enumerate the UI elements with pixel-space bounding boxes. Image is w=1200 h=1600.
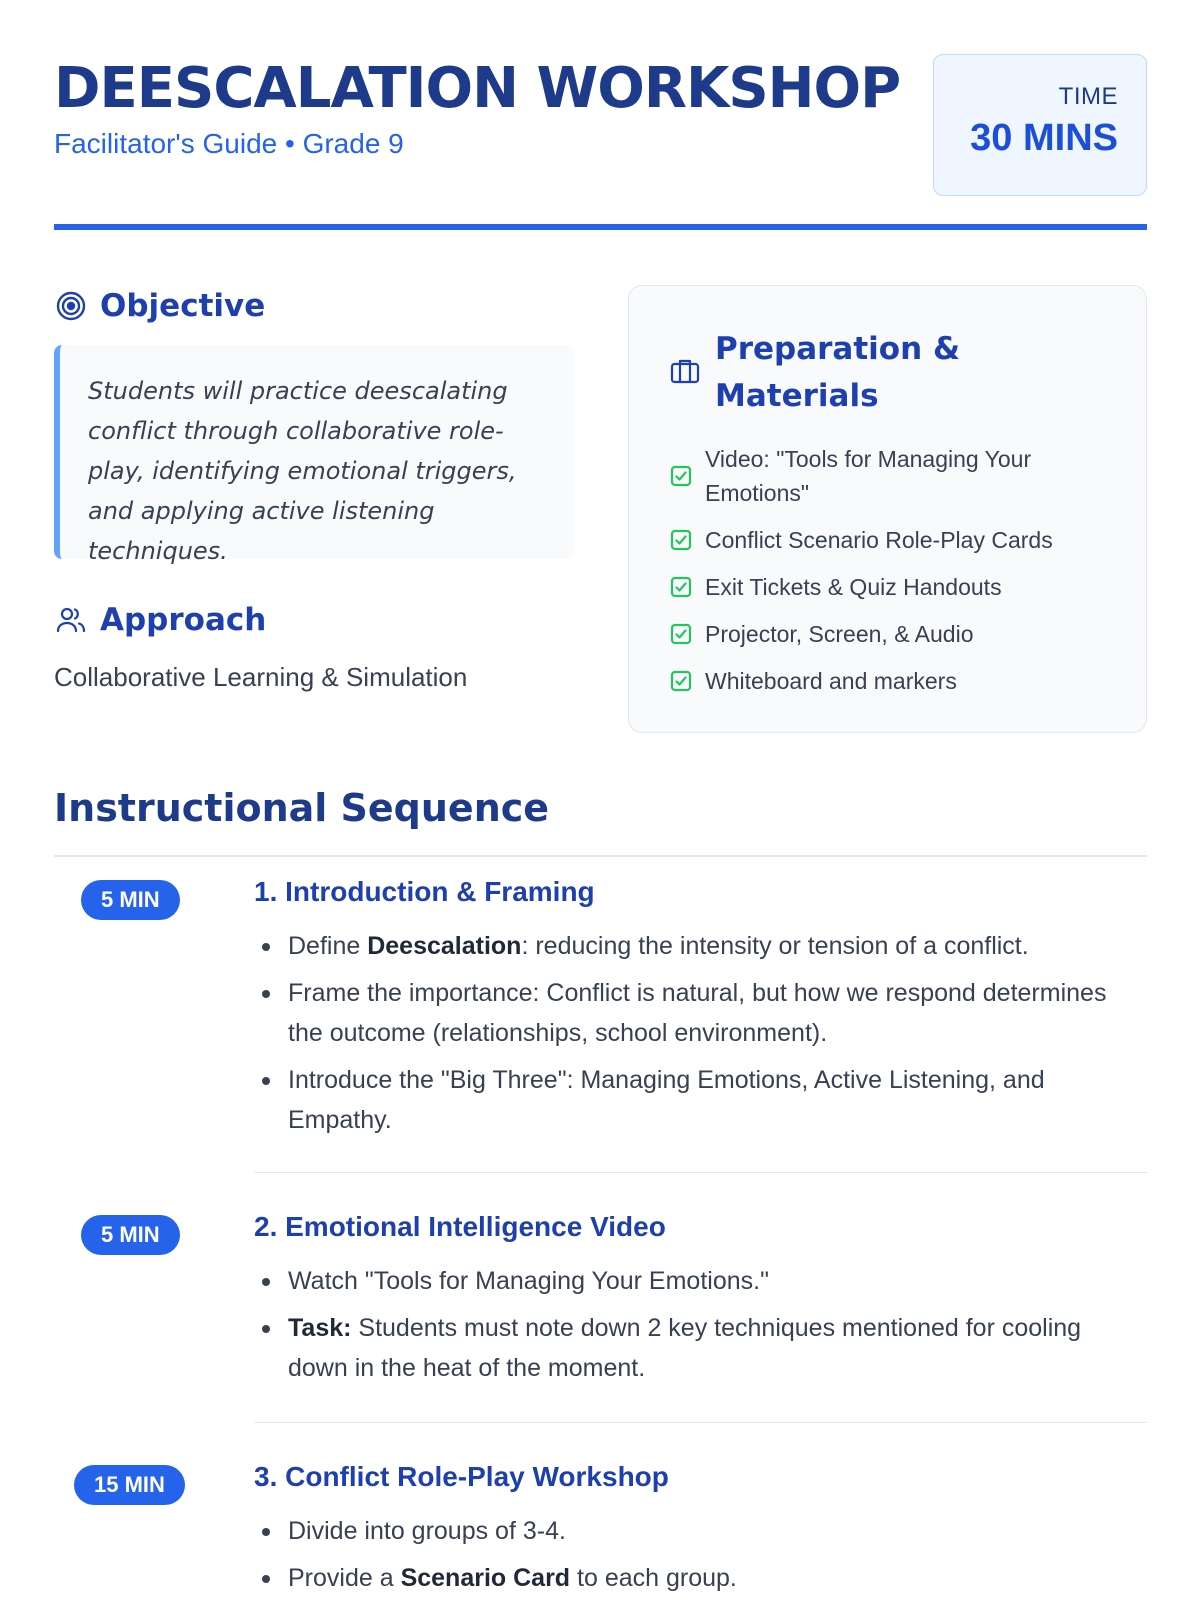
- step-bullet-list: [254, 1261, 1147, 1395]
- objective-text: Students will practice deescalating conflict through collaborative role-play, identifying emotional triggers, and applying active listening techniques.: [88, 377, 517, 565]
- step-bullet: Watch "Tools for Managing Your Emotions.": [254, 1261, 1147, 1301]
- objective-box: [54, 345, 574, 565]
- step-divider: [254, 1172, 1147, 1173]
- objective-heading-label: Objective: [100, 288, 266, 324]
- material-item: [669, 664, 1099, 698]
- material-item-label: Whiteboard and markers: [705, 668, 957, 694]
- checkbox-checked-icon: [669, 575, 693, 599]
- time-box: [933, 54, 1147, 196]
- material-item-label: Exit Tickets & Quiz Handouts: [705, 574, 1002, 600]
- target-icon: [54, 289, 88, 323]
- step-bullet: Define Deescalation: reducing the intensity or tension of a conflict.: [254, 926, 1147, 966]
- checkbox-checked-icon: [669, 669, 693, 693]
- step-bullet: Provide a Scenario Card to each group.: [254, 1558, 1147, 1598]
- sequence-heading: Instructional Sequence: [54, 786, 550, 830]
- material-item: [669, 442, 1099, 510]
- step-title: 2. Emotional Intelligence Video: [254, 1211, 666, 1242]
- bullet-emphasis: Deescalation: [367, 932, 522, 960]
- users-icon: [54, 603, 88, 637]
- checkbox-checked-icon: [669, 622, 693, 646]
- sequence-divider: [54, 855, 1147, 857]
- material-item-label: Conflict Scenario Role-Play Cards: [705, 527, 1053, 553]
- page-header: [54, 54, 1147, 196]
- checkbox-checked-icon: [669, 528, 693, 552]
- material-item-label: Projector, Screen, & Audio: [705, 621, 974, 647]
- bullet-emphasis: Scenario Card: [400, 1564, 571, 1592]
- material-item-label: Video: "Tools for Managing Your Emotions": [705, 446, 1032, 506]
- step-title: 1. Introduction & Framing: [254, 876, 595, 907]
- materials-list: [669, 442, 1099, 711]
- briefcase-icon: [669, 355, 701, 392]
- bullet-emphasis: Task:: [288, 1314, 352, 1342]
- header-divider: [54, 224, 1147, 230]
- time-label: TIME: [1058, 83, 1118, 110]
- step-bullet: Frame the importance: Conflict is natural, but how we respond determines the outcome (relationships, school environment).: [254, 973, 1147, 1053]
- step-bullet: Divide into groups of 3-4.: [254, 1511, 1147, 1551]
- approach-heading: [54, 602, 266, 638]
- page-title: DEESCALATION WORKSHOP: [54, 56, 901, 121]
- duration-badge: 15 MIN: [74, 1465, 185, 1505]
- materials-heading-label: Preparation & Materials: [715, 331, 960, 414]
- material-item: [669, 617, 1099, 651]
- objective-heading: [54, 288, 265, 324]
- approach-text: Collaborative Learning & Simulation: [54, 662, 468, 692]
- lesson-plan-page: [54, 0, 1147, 1600]
- page-subtitle: Facilitator's Guide • Grade 9: [54, 128, 404, 159]
- step-bullet: Task: Students must note down 2 key techniques mentioned for cooling down in the heat of the moment.: [254, 1308, 1147, 1388]
- step-title: 3. Conflict Role-Play Workshop: [254, 1461, 669, 1492]
- materials-card: [628, 285, 1147, 733]
- duration-badge: 5 MIN: [81, 880, 180, 920]
- step-divider: [254, 1422, 1147, 1423]
- step-bullet-list: [254, 926, 1147, 1147]
- material-item: [669, 523, 1099, 557]
- step-bullet: Introduce the "Big Three": Managing Emotions, Active Listening, and Empathy.: [254, 1060, 1147, 1140]
- checkbox-checked-icon: [669, 464, 693, 488]
- approach-heading-label: Approach: [100, 602, 267, 638]
- step-bullet-list: [254, 1511, 1147, 1600]
- materials-heading: [669, 326, 1015, 420]
- duration-badge: 5 MIN: [81, 1215, 180, 1255]
- material-item: [669, 570, 1099, 604]
- time-value: 30 MINS: [970, 117, 1118, 159]
